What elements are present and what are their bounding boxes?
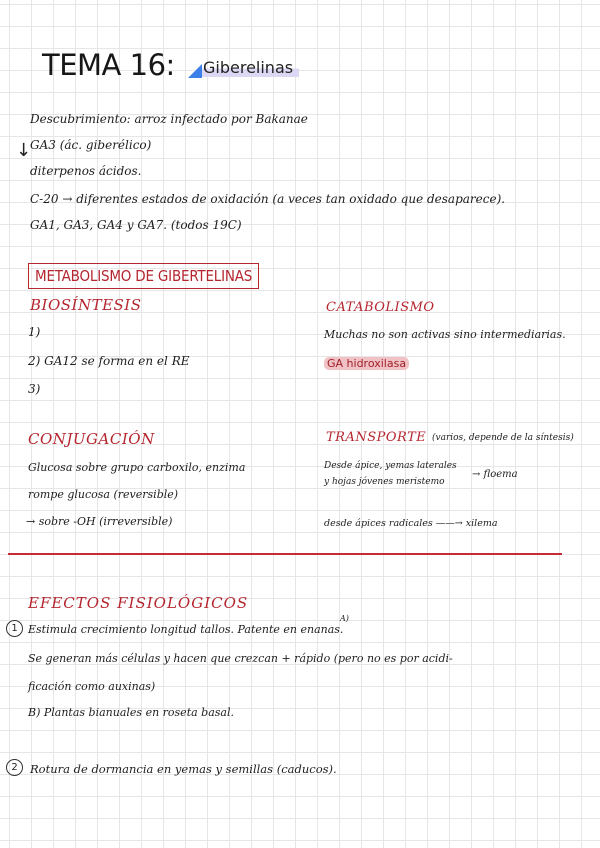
effects-item-1-text: Estimula crecimiento longitud tallos. Patente en enanas. [28,623,344,636]
intro-diterpenos: diterpenos ácidos. [30,164,142,178]
section-divider [8,553,562,555]
conjugation-heading: CONJUGACIÓN [28,430,155,448]
intro-oxidation: C-20 → diferentes estados de oxidación (a veces tan oxidado que desaparece). [30,192,506,206]
catabolism-heading: CATABOLISMO [326,300,435,315]
transport-line-2: desde ápices radicales ——→ xilema [324,518,498,529]
biosynthesis-item-1: 1) [28,325,41,339]
effects-item-1-line-1 [28,623,343,636]
conjugation-line-1: Glucosa sobre grupo carboxilo, enzima [28,461,246,474]
effects-item-1-line-3: ficación como auxinas) [28,680,156,693]
effects-heading: EFECTOS FISIOLÓGICOS [28,594,249,612]
intro-ga-list: GA1, GA3, GA4 y GA7. (todos 19C) [30,218,242,232]
transport-heading: TRANSPORTE [326,430,427,445]
metabolism-heading-box: METABOLISMO DE GIBERTELINAS [28,263,259,289]
conjugation-line-3: → sobre -OH (irreversible) [26,515,173,528]
biosynthesis-item-3: 3) [28,382,41,396]
ga-hidroxilasa-highlight: GA hidroxilasa [324,357,409,370]
effects-number-2: 2 [6,759,23,776]
intro-discovery: Descubrimiento: arroz infectado por Bakanae [30,112,308,126]
effects-item-1-line-2: Se generan más células y hacen que crezcan + rápido (pero no es por acidi- [28,652,453,665]
transport-note: (varios, depende de la síntesis) [432,433,574,443]
catabolism-line-1: Muchas no son activas sino intermediarias. [324,328,566,341]
transport-line-1a: Desde ápice, yemas laterales [324,461,457,471]
biosynthesis-item-2: 2) GA12 se forma en el RE [28,354,190,368]
conjugation-line-2: rompe glucosa (reversible) [28,488,179,501]
effects-number-1: 1 [6,620,23,637]
biosynthesis-heading: BIOSÍNTESIS [30,296,142,314]
arrow-down-icon: ↓ [16,140,32,161]
effects-item-1-sup: A) [340,614,349,623]
page-title: TEMA 16: [42,48,175,82]
page-subtitle: Giberelinas [202,58,299,77]
triangle-marker-icon [188,64,202,78]
transport-line-1b: y hojas jóvenes meristemo [324,477,445,487]
effects-item-2-line-1: Rotura de dormancia en yemas y semillas (caducos). [30,762,337,776]
intro-ga3: GA3 (ác. giberélico) [30,138,152,152]
effects-item-1-line-4: B) Plantas bianuales en roseta basal. [28,706,234,719]
transport-line-1c: → floema [472,469,518,480]
